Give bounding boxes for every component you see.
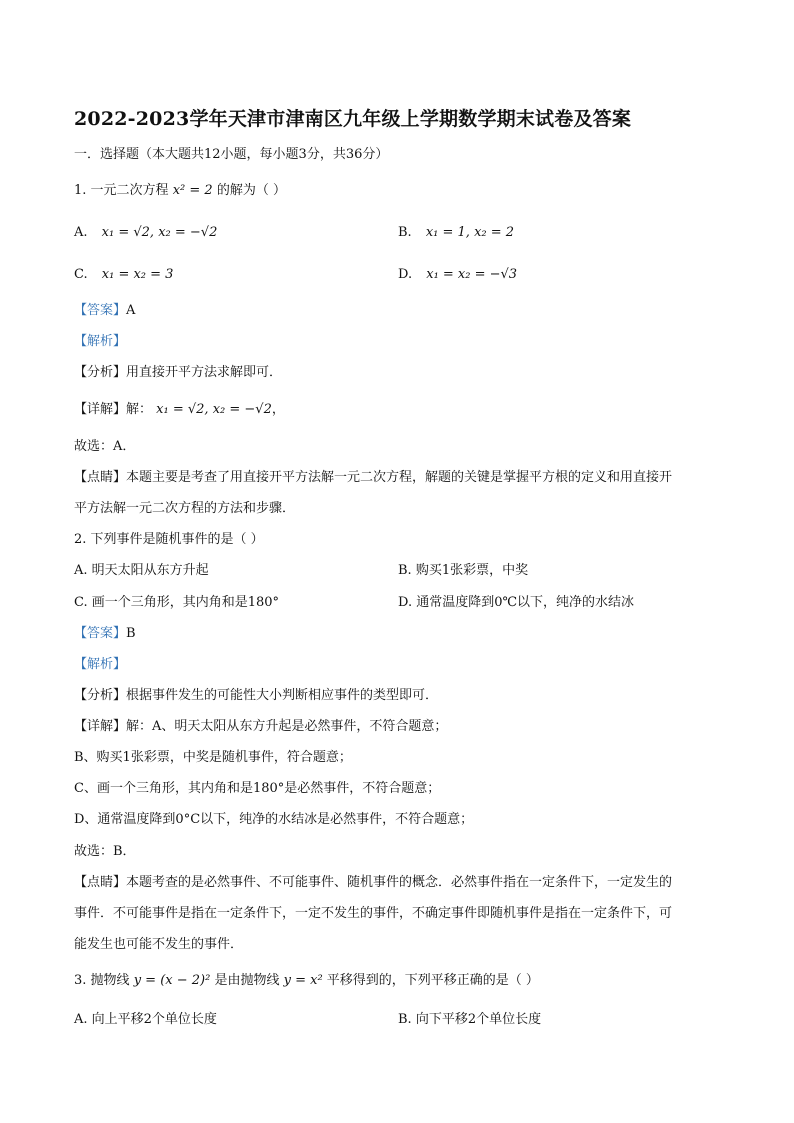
fenxi-tag: 【分析】: [74, 688, 127, 703]
question-1-prefix: 1. 一元二次方程: [74, 183, 169, 198]
comment-tag: 【点睛】: [74, 875, 127, 890]
answer-tag: 【答案】: [74, 626, 127, 641]
detail-suffix: ，: [271, 402, 285, 417]
detail-prefix: 解：: [126, 402, 153, 417]
question-2-option-d: D. 通常温度降到0℃以下，纯净的水结冰: [398, 595, 635, 610]
question-3-stem: [74, 972, 539, 990]
question-1-equation: x² = 2: [172, 183, 213, 198]
question-2-comment-line-1: [74, 874, 672, 892]
option-d-formula: x₁ = x₂ = −√3: [426, 267, 518, 282]
question-1-analysis-tag: [74, 333, 126, 351]
detail-tag: 【详解】: [74, 402, 127, 417]
answer-value: A: [126, 303, 136, 318]
question-2-analysis-tag: [74, 656, 126, 674]
question-1-option-b: [398, 224, 514, 242]
detail-text: 解：A、明天太阳从东方升起是必然事件，不符合题意；: [126, 719, 448, 734]
question-3-option-a: A. 向上平移2个单位长度: [74, 1012, 217, 1027]
question-2-answer: [74, 625, 136, 643]
question-1-answer: [74, 302, 135, 320]
analysis-tag: 【解析】: [74, 334, 127, 349]
question-2-comment-line-2: 事件．不可能事件是指在一定条件下，一定不发生的事件，不确定事件即随机事件是指在一定条件下，可: [74, 906, 673, 921]
question-2-detail-2: B、购买1张彩票，中奖是随机事件，符合题意；: [74, 750, 352, 765]
question-2-detail-4: D、通常温度降到0°C以下，纯净的水结冰是必然事件，不符合题意；: [74, 812, 474, 827]
comment-text: 本题主要是考查了用直接开平方法解一元二次方程，解题的关键是掌握平方根的定义和用直接开: [126, 470, 673, 485]
question-2-option-b: B. 购买1张彩票，中奖: [398, 563, 529, 578]
detail-formula: x₁ = √2, x₂ = −√2: [156, 402, 272, 417]
question-2-choose: 故选：B．: [74, 844, 136, 859]
question-1-stem: [74, 182, 286, 200]
question-2-fenxi: [74, 687, 438, 705]
analysis-tag: 【解析】: [74, 657, 127, 672]
question-3-middle: 是由抛物线: [214, 973, 280, 988]
comment-tag: 【点睛】: [74, 470, 127, 485]
page-title: 2022-2023学年天津市津南区九年级上学期数学期末试卷及答案: [74, 108, 632, 130]
question-1-fenxi: [74, 364, 282, 382]
answer-value: B: [126, 626, 136, 641]
question-3-equation-2: y = x²: [283, 973, 323, 988]
question-2-detail-3: C、画一个三角形，其内角和是180°是必然事件，不符合题意；: [74, 781, 441, 796]
detail-tag: 【详解】: [74, 719, 127, 734]
question-1-choose: 故选：A．: [74, 439, 136, 454]
comment-text: 本题考查的是必然事件、不可能事件、随机事件的概念．必然事件指在一定条件下，一定发生的: [126, 875, 673, 890]
question-1-suffix: 的解为（ ）: [216, 183, 286, 198]
question-1-option-d: [398, 266, 517, 284]
question-1-comment-line-2: 平方法解一元二次方程的方法和步骤．: [74, 501, 296, 516]
question-1-detail: [74, 401, 285, 419]
question-3-equation-1: y = (x − 2)²: [133, 973, 211, 988]
question-1-option-c: [74, 266, 173, 284]
fenxi-text: 根据事件发生的可能性大小判断相应事件的类型即可．: [126, 688, 439, 703]
question-2-detail-1: [74, 718, 447, 736]
question-2-stem: 2. 下列事件是随机事件的是（ ）: [74, 532, 264, 547]
question-2-option-c: C. 画一个三角形，其内角和是180°: [74, 595, 280, 610]
option-c-formula: x₁ = x₂ = 3: [101, 267, 174, 282]
question-1-option-a: [74, 224, 217, 242]
question-2-comment-line-3: 能发生也可能不发生的事件．: [74, 937, 244, 952]
fenxi-tag: 【分析】: [74, 365, 127, 380]
question-1-comment-line-1: [74, 469, 672, 487]
option-c-label: C.: [74, 267, 88, 282]
question-3-option-b: B. 向下平移2个单位长度: [398, 1012, 542, 1027]
question-3-suffix: 平移得到的，下列平移正确的是（ ）: [326, 973, 539, 988]
question-3-prefix: 3. 抛物线: [74, 973, 130, 988]
section-heading: 一．选择题（本大题共12小题，每小题3分，共36分）: [74, 147, 389, 162]
option-d-label: D.: [398, 267, 413, 282]
option-a-formula: x₁ = √2, x₂ = −√2: [101, 225, 218, 240]
answer-tag: 【答案】: [74, 303, 127, 318]
option-b-formula: x₁ = 1, x₂ = 2: [425, 225, 515, 240]
option-b-label: B.: [398, 225, 412, 240]
option-a-label: A.: [74, 225, 88, 240]
question-2-option-a: A. 明天太阳从东方升起: [74, 563, 209, 578]
fenxi-text: 用直接开平方法求解即可．: [126, 365, 283, 380]
